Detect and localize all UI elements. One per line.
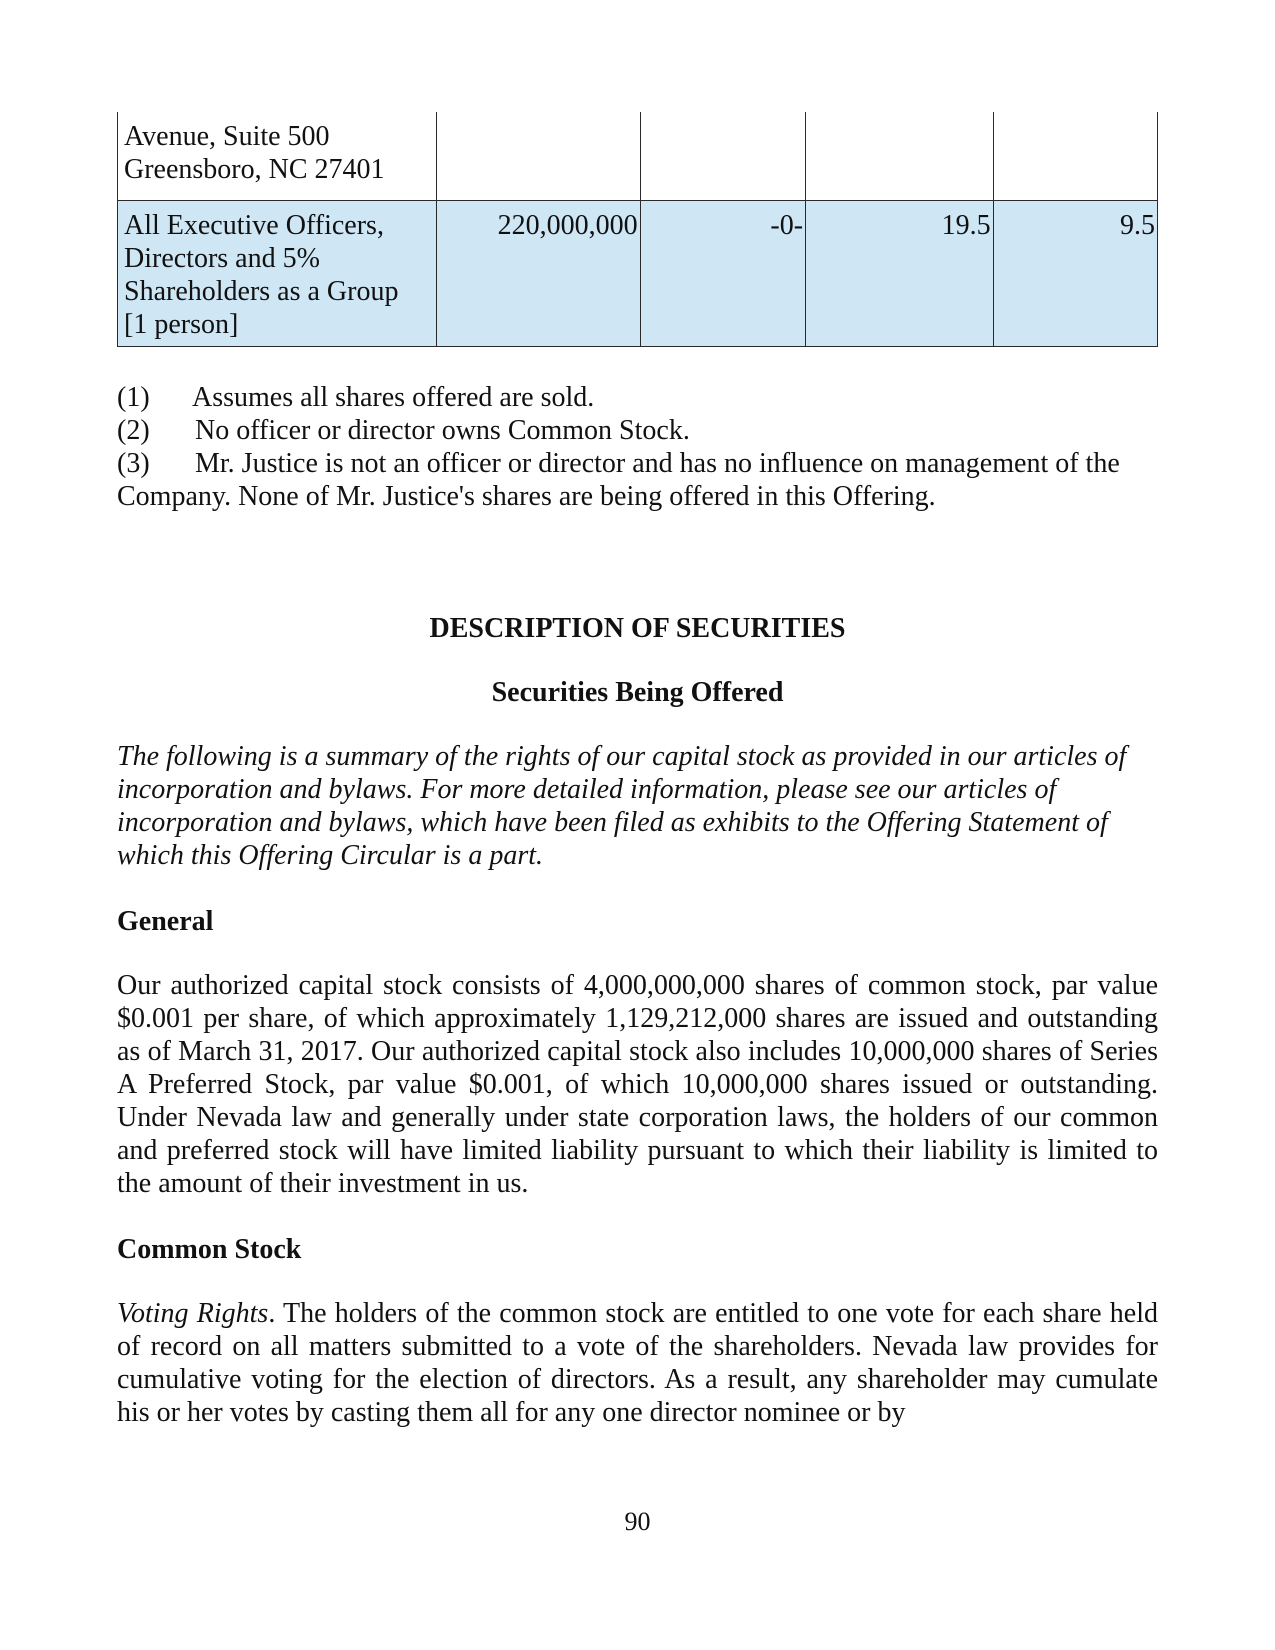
section-subtitle: Securities Being Offered (491, 677, 784, 708)
voting-rights-paragraph (117, 1297, 1158, 1429)
table-cell (437, 112, 640, 201)
beneficial-ownership-table (117, 112, 1158, 347)
table-cell-name (118, 112, 437, 201)
table-cell (806, 112, 994, 201)
footnote-text: Mr. Justice is not an officer or director and has no influence on management of the Company. None of Mr. Justice's shares are being offered in this Offering. (117, 448, 1120, 512)
row-name-line: All Executive Officers, (124, 210, 384, 241)
section-title: DESCRIPTION OF SECURITIES (429, 613, 846, 644)
row-name-line: [1 person] (124, 309, 239, 340)
footnote-number: (2) (117, 415, 150, 446)
footnote-text: No officer or director owns Common Stock. (195, 415, 690, 446)
row-name-line: Greensboro, NC 27401 (124, 154, 385, 185)
row-name-line: Shareholders as a Group (124, 276, 399, 307)
common-stock-heading: Common Stock (117, 1234, 302, 1265)
row-name-line: Directors and 5% (124, 243, 320, 274)
intro-paragraph: The following is a summary of the rights of our capital stock as provided in our articles of incorporation and bylaws. For more detailed information, please see our articles of incorporation and bylaws, which have been filed as exhibits to the Offering Statement of which this Offering Circular is a part. (117, 741, 1127, 871)
table-cell-common: -0- (640, 201, 805, 347)
table-cell (993, 112, 1157, 201)
document-page (117, 112, 1158, 1429)
table-row-group-total (118, 201, 1158, 347)
table-cell-shares: 220,000,000 (437, 201, 640, 347)
table-cell-percent-after: 9.5 (993, 201, 1157, 347)
table-cell (640, 112, 805, 201)
footnote (117, 447, 1158, 513)
general-heading: General (117, 906, 214, 937)
row-name-line: Avenue, Suite 500 (124, 121, 330, 152)
footnote (117, 414, 1158, 447)
general-paragraph: Our authorized capital stock consists of 4,000,000,000 shares of common stock, par value $0.001 per share, of which approximately 1,129,212,000 shares are issued and outstanding as of March 31, 2017. Our authorized capital stock also includes 10,000,000 shares of Series A Preferred Stock, par value $0.001, of which 10,000,000 shares issued or outstanding. Under Nevada law and generally under state corporation laws, the holders of our common and preferred stock will have limited liability pursuant to which their liability is limited to the amount of their investment in us. (117, 970, 1158, 1199)
footnote (117, 381, 1158, 414)
voting-rights-label: Voting Rights (117, 1298, 269, 1329)
table-row (118, 112, 1158, 201)
page-number: 90 (624, 1507, 651, 1536)
footnote-number: (1) (117, 382, 150, 413)
table-footnotes (117, 381, 1158, 513)
voting-rights-text: . The holders of the common stock are entitled to one vote for each share held of record on all matters submitted to a vote of the shareholders. Nevada law provides for cumulative voting for the election of directors. As a result, any shareholder may cumulate his or her votes by casting them all for any one director nominee or by (117, 1298, 1158, 1428)
table-cell-percent-before: 19.5 (806, 201, 994, 347)
footnote-number: (3) (117, 448, 150, 479)
table-cell-name (118, 201, 437, 347)
footnote-text: Assumes all shares offered are sold. (192, 382, 595, 413)
